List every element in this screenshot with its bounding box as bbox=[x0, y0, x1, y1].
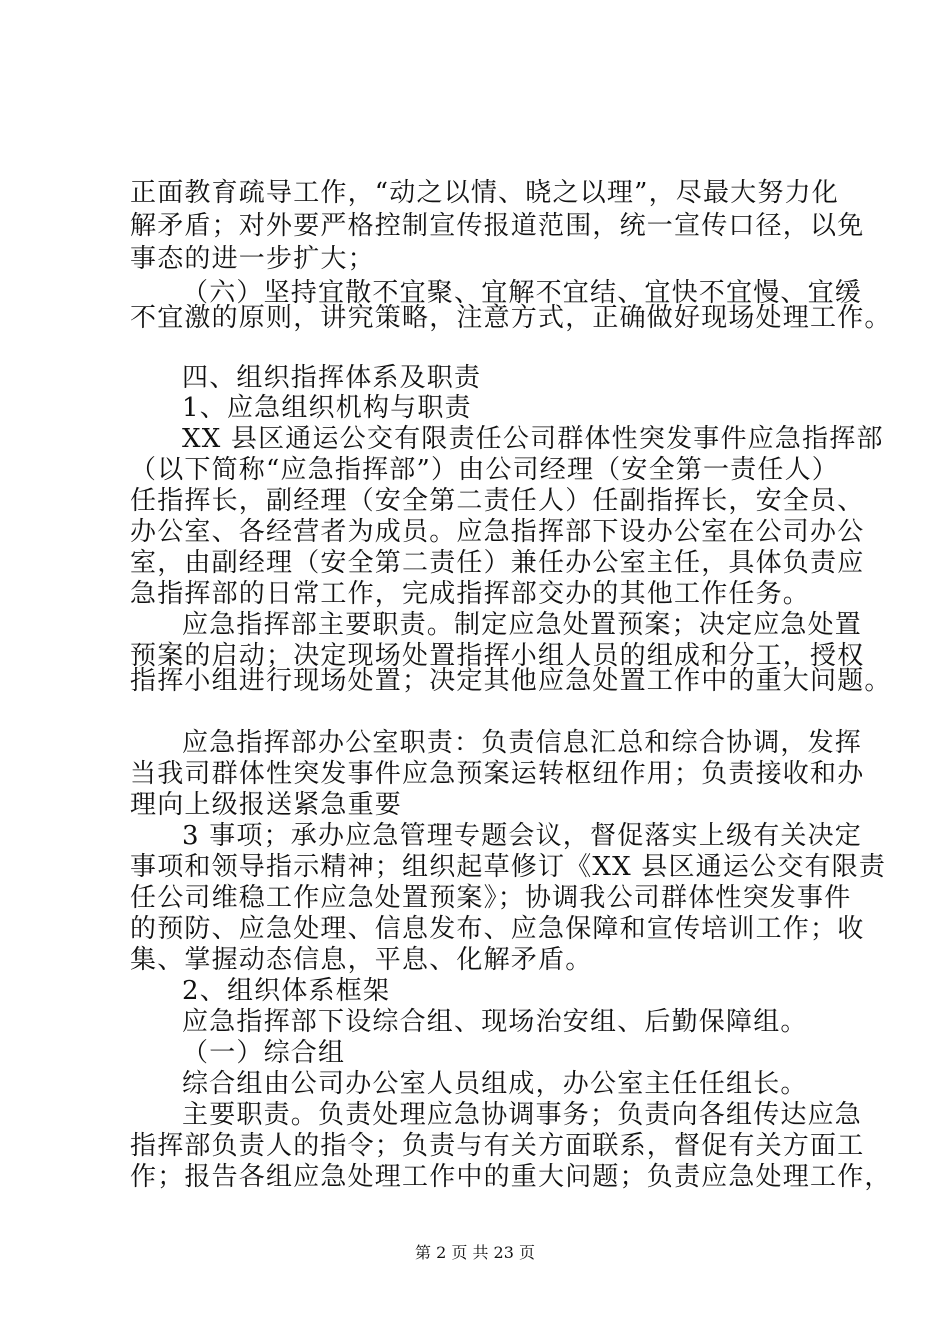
text-line: 理向上级报送紧急重要 bbox=[130, 790, 403, 820]
text-line: 指挥小组进行现场处置；决定其他应急处置工作中的重大问题。 bbox=[130, 666, 892, 696]
text-line: 综合组由公司办公室人员组成，办公室主任任组长。 bbox=[182, 1069, 808, 1099]
text-line: 办公室、各经营者为成员。应急指挥部下设办公室在公司办公 bbox=[130, 517, 865, 547]
text-line: 解矛盾；对外要严格控制宣传报道范围，统一宣传口径，以免 bbox=[130, 211, 865, 241]
text-line: 的预防、应急处理、信息发布、应急保障和宣传培训工作；收 bbox=[130, 914, 865, 944]
text-line: 任公司维稳工作应急处置预案》；协调我公司群体性突发事件 bbox=[130, 883, 852, 913]
subsection-heading: （一）综合组 bbox=[182, 1038, 346, 1068]
text-line: 作；报告各组应急处理工作中的重大问题；负责应急处理工作， bbox=[130, 1162, 892, 1192]
text-line: （以下简称“应急指挥部”）由公司经理（安全第一责任人） bbox=[130, 455, 839, 485]
text-line: XX 县区通运公交有限责任公司群体性突发事件应急指挥部 bbox=[182, 424, 884, 454]
page-number-footer: 第 2 页 共 23 页 bbox=[415, 1243, 535, 1262]
text-line: 急指挥部的日常工作，完成指挥部交办的其他工作任务。 bbox=[130, 579, 811, 609]
subsection-heading: 2、组织体系框架 bbox=[182, 976, 391, 1006]
text-line: 指挥部负责人的指令；负责与有关方面联系，督促有关方面工 bbox=[130, 1131, 865, 1161]
text-line: 事态的进一步扩大； bbox=[130, 244, 375, 274]
text-line: 应急指挥部主要职责。制定应急处置预案；决定应急处置 bbox=[182, 610, 863, 640]
text-line: 主要职责。负责处理应急协调事务；负责向各组传达应急 bbox=[182, 1100, 863, 1130]
text-line: 应急指挥部下设综合组、现场治安组、后勤保障组。 bbox=[182, 1007, 808, 1037]
text-line: 不宜激的原则，讲究策略，注意方式，正确做好现场处理工作。 bbox=[130, 303, 892, 333]
section-heading: 四、组织指挥体系及职责 bbox=[182, 363, 482, 393]
text-line: 正面教育疏导工作，“动之以情、晓之以理”，尽最大努力化 bbox=[130, 178, 839, 208]
subsection-heading: 1、应急组织机构与职责 bbox=[182, 393, 472, 423]
text-line: 3 事项；承办应急管理专题会议，督促落实上级有关决定 bbox=[182, 821, 863, 851]
text-line: 集、掌握动态信息，平息、化解矛盾。 bbox=[130, 945, 593, 975]
text-line: 预案的启动；决定现场处置指挥小组人员的组成和分工，授权 bbox=[130, 641, 865, 671]
text-line: 室，由副经理（安全第二责任）兼任办公室主任，具体负责应 bbox=[130, 548, 865, 578]
text-line: 事项和领导指示精神；组织起草修订《XX 县区通运公交有限责 bbox=[130, 852, 887, 882]
text-line: 任指挥长，副经理（安全第二责任人）任副指挥长，安全员、 bbox=[130, 486, 865, 516]
text-line: （六）坚持宜散不宜聚、宜解不宜结、宜快不宜慢、宜缓 bbox=[182, 278, 863, 308]
text-line: 当我司群体性突发事件应急预案运转枢纽作用；负责接收和办 bbox=[130, 759, 865, 789]
text-line: 应急指挥部办公室职责：负责信息汇总和综合协调，发挥 bbox=[182, 728, 863, 758]
